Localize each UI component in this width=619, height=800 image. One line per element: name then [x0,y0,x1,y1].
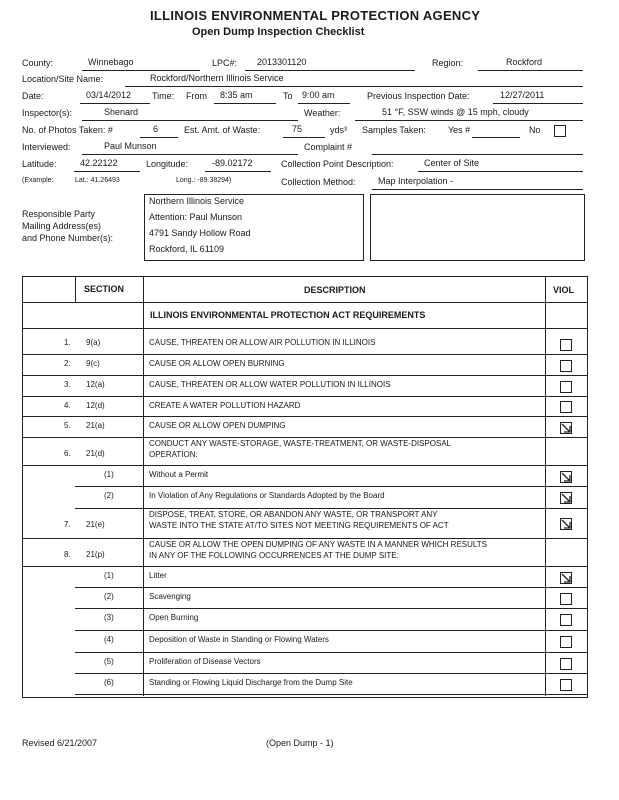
collection-method-label: Collection Method: [281,177,356,187]
lpc-underline [245,70,415,71]
region-value[interactable]: Rockford [506,57,543,67]
row-number: 6. [64,449,71,458]
violation-checkbox[interactable] [560,572,572,584]
interviewed-underline [82,154,298,155]
table-row-divider [22,437,588,438]
violation-checkbox[interactable] [560,422,572,434]
row-section: 21(a) [86,421,105,430]
row-description: In Violation of Any Regulations or Standards Adopted by the Board [149,491,385,500]
violation-checkbox[interactable] [560,471,572,483]
row-description: Deposition of Waste in Standing or Flowing Waters [149,635,329,644]
region-underline [478,70,583,71]
page-label: (Open Dump - 1) [266,738,334,748]
complaint-label: Complaint # [304,142,353,152]
region-label: Region: [432,58,464,68]
row-number: 3. [64,380,71,389]
row-section: 9(a) [86,338,101,347]
table-row-divider [22,396,588,397]
row-number: 2. [64,359,71,368]
table-row-divider [75,587,588,588]
responsible-party-box-2[interactable] [370,194,585,261]
table-row-divider [22,538,588,539]
row-number: 8. [64,550,71,559]
row-section: (2) [104,592,114,601]
collection-method-underline [372,189,583,190]
responsible-label-line2: Mailing Address(es) [22,221,102,231]
table-row-divider [75,694,588,695]
county-label: County: [22,58,54,68]
latitude-value[interactable]: 42.22122 [80,158,118,168]
photos-underline [140,137,178,138]
previous-inspection-underline [493,103,583,104]
check-mark-icon [561,573,571,583]
lpc-label: LPC#: [212,58,238,68]
check-mark-icon [561,472,571,482]
example-label: (Example: [22,177,54,184]
from-time-underline [214,103,276,104]
latitude-label: Latitude: [22,159,57,169]
date-value[interactable]: 03/14/2012 [86,90,132,100]
table-row-divider [22,354,588,355]
longitude-label: Longitude: [146,159,189,169]
interviewed-value[interactable]: Paul Munson [104,141,157,151]
table-row-divider [75,508,588,509]
location-underline [125,86,583,87]
collection-point-value[interactable]: Center of Site [424,158,480,168]
photos-label: No. of Photos Taken: # [22,125,113,135]
weather-underline [355,120,583,121]
samples-yes-label: Yes # [448,125,471,135]
description-header: DESCRIPTION [304,285,366,295]
table-header-bottom [22,302,588,303]
violation-checkbox[interactable] [560,518,572,530]
violation-checkbox[interactable] [560,381,572,393]
to-time-value[interactable]: 9:00 am [302,90,335,100]
inspector-label: Inspector(s): [22,108,73,118]
inspector-value[interactable]: Shenard [104,107,139,117]
act-requirements-heading: ILLINOIS ENVIRONMENTAL PROTECTION ACT REQUIREMENTS [150,310,426,320]
row-description: CAUSE OR ALLOW OPEN BURNING [149,359,285,368]
county-underline [82,70,200,71]
table-row-divider [75,630,588,631]
example-longitude: Long.: -89.38294) [176,177,232,184]
example-latitude: Lat.: 41.26493 [75,177,120,184]
table-row-divider [75,608,588,609]
row-section: (1) [104,470,114,479]
photos-value[interactable]: 6 [153,124,159,134]
row-number: 4. [64,401,71,410]
previous-inspection-label: Previous Inspection Date: [367,91,470,101]
row-description: CAUSE OR ALLOW THE OPEN DUMPING OF ANY WASTE IN A MANNER WHICH RESULTS [149,540,487,549]
yds-label: yds³ [330,125,348,135]
row-description: Proliferation of Disease Vectors [149,657,261,666]
form-title: Open Dump Inspection Checklist [192,26,365,38]
section-col-left [75,276,76,302]
table-row-divider [22,416,588,417]
est-waste-underline [283,137,325,138]
collection-point-underline [418,171,583,172]
row-description-continued: IN ANY OF THE FOLLOWING OCCURRENCES AT THE DUMP SITE: [149,551,399,560]
time-label: Time: [152,91,175,101]
est-waste-label: Est. Amt. of Waste: [184,125,261,135]
weather-label: Weather: [304,108,341,118]
row-section: (2) [104,491,114,500]
check-mark-icon [561,519,571,529]
responsible-line3: 4791 Sandy Hollow Road [149,228,251,238]
row-description: CAUSE, THREATEN OR ALLOW WATER POLLUTION IN ILLINOIS [149,380,391,389]
row-section: 21(d) [86,449,105,458]
to-label: To [283,91,293,101]
est-waste-value[interactable]: 75 [292,124,303,134]
table-row-divider [22,375,588,376]
responsible-label-line3: and Phone Number(s): [22,233,114,243]
weather-value[interactable]: 51 °F, SSW winds @ 15 mph, cloudy [382,107,529,117]
to-time-underline [298,103,350,104]
act-heading-bottom [22,328,588,329]
violation-checkbox[interactable] [560,401,572,413]
date-underline [80,103,150,104]
row-section: 9(c) [86,359,100,368]
county-value[interactable]: Winnebago [88,57,134,67]
row-description: DISPOSE, TREAT, STORE, OR ABANDON ANY WASTE, OR TRANSPORT ANY [149,510,438,519]
row-number: 1. [64,338,71,347]
row-section: (3) [104,613,114,622]
table-row-divider [75,673,588,674]
violation-checkbox[interactable] [560,360,572,372]
section-header: SECTION [84,284,125,294]
from-label: From [186,91,207,101]
collection-method-value[interactable]: Map Interpolation - [378,176,454,186]
interviewed-label: Interviewed: [22,142,71,152]
agency-title: ILLINOIS ENVIRONMENTAL PROTECTION AGENCY [150,8,481,23]
responsible-label-line1: Responsible Party [22,209,96,219]
previous-inspection-value[interactable]: 12/27/2011 [500,90,545,100]
row-section: (1) [104,571,114,580]
row-number: 5. [64,421,71,430]
longitude-value[interactable]: -89.02172 [212,158,253,168]
complaint-underline [372,154,583,155]
table-row-divider [22,465,588,466]
row-section: (5) [104,657,114,666]
row-description: CREATE A WATER POLLUTION HAZARD [149,401,301,410]
violation-checkbox[interactable] [560,492,572,504]
row-description: Scavenging [149,592,191,601]
row-description: CAUSE OR ALLOW OPEN DUMPING [149,421,286,430]
row-description: Without a Permit [149,470,209,479]
row-description: Litter [149,571,167,580]
responsible-line1: Northern Illinois Service [149,196,245,206]
violation-checkbox[interactable] [560,593,572,605]
samples-label: Samples Taken: [362,125,426,135]
check-mark-icon [561,423,571,433]
row-description: Open Burning [149,613,199,622]
row-section: 21(e) [86,520,105,529]
row-section: (4) [104,635,114,644]
violation-checkbox[interactable] [560,658,572,670]
violation-checkbox[interactable] [560,614,572,626]
row-section: (6) [104,678,114,687]
row-description: Standing or Flowing Liquid Discharge from the Dump Site [149,678,353,687]
violation-checkbox[interactable] [560,636,572,648]
lpc-value[interactable]: 2013301120 [257,57,307,67]
row-number: 7. [64,520,71,529]
check-mark-icon [561,493,571,503]
inspector-underline [82,120,298,121]
row-section: 12(d) [86,401,105,410]
violation-checkbox[interactable] [560,339,572,351]
viol-header: VIOL [553,285,575,295]
violation-checkbox[interactable] [560,679,572,691]
row-description: CONDUCT ANY WASTE-STORAGE, WASTE-TREATMENT, OR WASTE-DISPOSAL [149,439,452,448]
table-row-divider [75,486,588,487]
from-time-value[interactable]: 8:35 am [220,90,253,100]
row-description-continued: WASTE INTO THE STATE AT/TO SITES NOT MEETING REQUIREMENTS OF ACT [149,521,449,530]
revised-date: Revised 6/21/2007 [22,738,98,748]
row-description-continued: OPERATION: [149,450,198,459]
collection-point-label: Collection Point Description: [281,159,394,169]
table-row-divider [75,652,588,653]
table-row-divider [22,566,588,567]
responsible-line2: Attention: Paul Munson [149,212,243,222]
longitude-underline [205,171,271,172]
row-description: CAUSE, THREATEN OR ALLOW AIR POLLUTION IN ILLINOIS [149,338,376,347]
samples-no-checkbox[interactable] [554,125,566,137]
samples-no-label: No [529,125,541,135]
responsible-line4: Rockford, IL 61109 [149,244,225,254]
location-value[interactable]: Rockford/Northern Illinois Service [150,73,284,83]
samples-yes-underline [472,137,520,138]
row-section: 12(a) [86,380,105,389]
location-label: Location/Site Name: [22,74,104,84]
date-label: Date: [22,91,44,101]
row-section: 21(p) [86,550,105,559]
latitude-underline [74,171,140,172]
